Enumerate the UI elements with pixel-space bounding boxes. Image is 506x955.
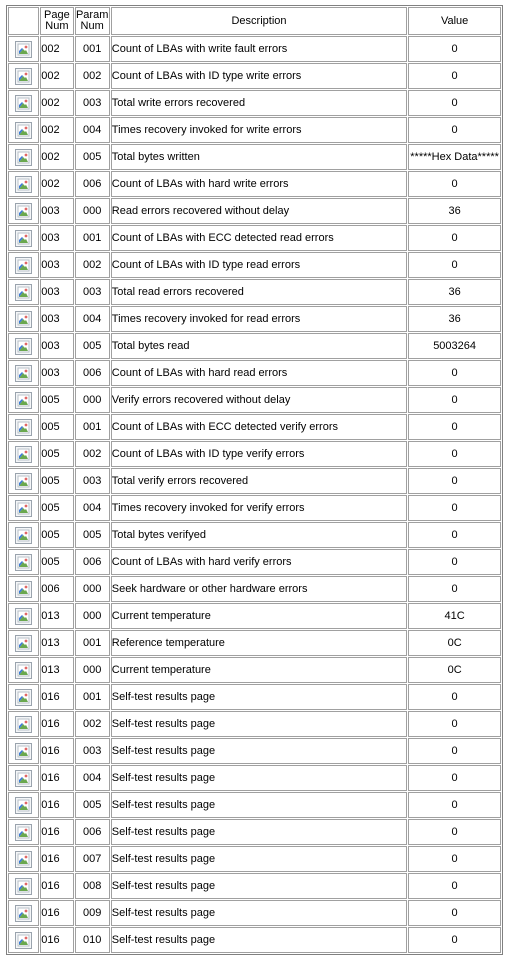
param-num-cell: 003 [75, 90, 110, 116]
description-cell: Self-test results page [111, 873, 407, 899]
param-num-cell: 002 [75, 711, 110, 737]
value-cell: 0 [408, 927, 501, 953]
page-num-cell: 016 [40, 765, 73, 791]
row-icon-cell [8, 171, 39, 197]
value-cell: 0 [408, 549, 501, 575]
param-num-cell: 010 [75, 927, 110, 953]
broken-image-icon [15, 500, 32, 517]
broken-image-icon [15, 149, 32, 166]
value-cell: 36 [408, 198, 501, 224]
row-icon-cell [8, 576, 39, 602]
page-num-cell: 005 [40, 549, 73, 575]
param-num-cell: 005 [75, 522, 110, 548]
broken-image-icon [15, 635, 32, 652]
row-icon-cell [8, 603, 39, 629]
row-icon-cell [8, 630, 39, 656]
table-row [8, 360, 501, 386]
param-num-cell: 005 [75, 792, 110, 818]
table-row [8, 441, 501, 467]
broken-image-icon [15, 851, 32, 868]
page-num-cell: 006 [40, 576, 73, 602]
header-page-num-line2: Num [45, 20, 69, 32]
table-row [8, 873, 501, 899]
value-cell: 0 [408, 90, 501, 116]
table-row [8, 63, 501, 89]
broken-image-icon [15, 770, 32, 787]
value-cell: 0C [408, 657, 501, 683]
value-cell: 0 [408, 225, 501, 251]
broken-image-icon [15, 581, 32, 598]
broken-image-icon [15, 392, 32, 409]
header-page-num-line1: Page [44, 9, 70, 21]
row-icon-cell [8, 63, 39, 89]
page-num-cell: 003 [40, 306, 73, 332]
table-row [8, 198, 501, 224]
table-row [8, 36, 501, 62]
row-icon-cell [8, 117, 39, 143]
value-cell: 0 [408, 441, 501, 467]
broken-image-icon [15, 257, 32, 274]
value-cell: 0 [408, 846, 501, 872]
param-num-cell: 003 [75, 279, 110, 305]
param-num-cell: 001 [75, 225, 110, 251]
table-row [8, 927, 501, 953]
page-num-cell: 002 [40, 171, 73, 197]
page-num-cell: 003 [40, 333, 73, 359]
param-num-cell: 004 [75, 306, 110, 332]
param-num-cell: 001 [75, 684, 110, 710]
row-icon-cell [8, 522, 39, 548]
broken-image-icon [15, 365, 32, 382]
value-cell: 0 [408, 468, 501, 494]
description-cell: Read errors recovered without delay [111, 198, 407, 224]
table-row [8, 846, 501, 872]
table-row [8, 171, 501, 197]
table-row [8, 738, 501, 764]
description-cell: Self-test results page [111, 900, 407, 926]
table-row [8, 684, 501, 710]
page-num-cell: 005 [40, 387, 73, 413]
broken-image-icon [15, 446, 32, 463]
page-num-cell: 016 [40, 711, 73, 737]
broken-image-icon [15, 68, 32, 85]
param-num-cell: 004 [75, 495, 110, 521]
table-row [8, 333, 501, 359]
broken-image-icon [15, 419, 32, 436]
page-num-cell: 013 [40, 630, 73, 656]
broken-image-icon [15, 932, 32, 949]
page-num-cell: 002 [40, 117, 73, 143]
row-icon-cell [8, 792, 39, 818]
value-cell: 0 [408, 576, 501, 602]
broken-image-icon [15, 689, 32, 706]
description-cell: Self-test results page [111, 738, 407, 764]
row-icon-cell [8, 846, 39, 872]
value-cell: 0 [408, 873, 501, 899]
value-cell: 41C [408, 603, 501, 629]
page-num-cell: 003 [40, 252, 73, 278]
broken-image-icon [15, 824, 32, 841]
table-row [8, 90, 501, 116]
param-num-cell: 004 [75, 765, 110, 791]
value-cell: 0 [408, 252, 501, 278]
broken-image-icon [15, 554, 32, 571]
description-cell: Total read errors recovered [111, 279, 407, 305]
table-row [8, 117, 501, 143]
description-cell: Self-test results page [111, 765, 407, 791]
param-num-cell: 002 [75, 63, 110, 89]
param-num-cell: 006 [75, 360, 110, 386]
description-cell: Times recovery invoked for read errors [111, 306, 407, 332]
param-num-cell: 006 [75, 549, 110, 575]
param-num-cell: 000 [75, 603, 110, 629]
table-row [8, 792, 501, 818]
table-row [8, 387, 501, 413]
description-cell: Current temperature [111, 603, 407, 629]
param-num-cell: 005 [75, 144, 110, 170]
broken-image-icon [15, 338, 32, 355]
page-num-cell: 002 [40, 36, 73, 62]
broken-image-icon [15, 878, 32, 895]
page-num-cell: 005 [40, 414, 73, 440]
description-cell: Self-test results page [111, 927, 407, 953]
param-num-cell: 007 [75, 846, 110, 872]
row-icon-cell [8, 468, 39, 494]
row-icon-cell [8, 549, 39, 575]
row-icon-cell [8, 765, 39, 791]
value-cell: 0 [408, 360, 501, 386]
param-num-cell: 002 [75, 252, 110, 278]
description-cell: Verify errors recovered without delay [111, 387, 407, 413]
param-num-cell: 001 [75, 414, 110, 440]
broken-image-icon [15, 797, 32, 814]
row-icon-cell [8, 657, 39, 683]
value-cell: 0 [408, 765, 501, 791]
page-num-cell: 002 [40, 90, 73, 116]
table-row [8, 144, 501, 170]
description-cell: Total bytes written [111, 144, 407, 170]
row-icon-cell [8, 900, 39, 926]
page-num-cell: 005 [40, 522, 73, 548]
table-row [8, 900, 501, 926]
param-num-cell: 004 [75, 117, 110, 143]
page-num-cell: 016 [40, 927, 73, 953]
value-cell: *****Hex Data***** [408, 144, 501, 170]
broken-image-icon [15, 608, 32, 625]
description-cell: Count of LBAs with ID type read errors [111, 252, 407, 278]
description-cell: Count of LBAs with write fault errors [111, 36, 407, 62]
broken-image-icon [15, 284, 32, 301]
table-row [8, 306, 501, 332]
row-icon-cell [8, 225, 39, 251]
param-num-cell: 001 [75, 630, 110, 656]
table-row [8, 549, 501, 575]
table-row [8, 279, 501, 305]
table-row [8, 522, 501, 548]
row-icon-cell [8, 36, 39, 62]
description-cell: Count of LBAs with ECC detected verify errors [111, 414, 407, 440]
page-num-cell: 013 [40, 657, 73, 683]
description-cell: Current temperature [111, 657, 407, 683]
value-cell: 5003264 [408, 333, 501, 359]
header-param-num-line1: Param [75, 9, 109, 21]
table-row [8, 468, 501, 494]
page-num-cell: 016 [40, 900, 73, 926]
page-num-cell: 003 [40, 198, 73, 224]
value-cell: 0 [408, 414, 501, 440]
description-cell: Self-test results page [111, 711, 407, 737]
value-cell: 0 [408, 63, 501, 89]
param-num-cell: 009 [75, 900, 110, 926]
description-cell: Count of LBAs with ID type write errors [111, 63, 407, 89]
row-icon-cell [8, 387, 39, 413]
page-num-cell: 016 [40, 738, 73, 764]
description-cell: Count of LBAs with hard verify errors [111, 549, 407, 575]
description-cell: Count of LBAs with ID type verify errors [111, 441, 407, 467]
row-icon-cell [8, 306, 39, 332]
page-num-cell: 003 [40, 360, 73, 386]
broken-image-icon [15, 203, 32, 220]
description-cell: Self-test results page [111, 792, 407, 818]
description-cell: Total write errors recovered [111, 90, 407, 116]
page-num-cell: 005 [40, 495, 73, 521]
broken-image-icon [15, 95, 32, 112]
row-icon-cell [8, 495, 39, 521]
header-value: Value [408, 7, 501, 35]
header-description: Description [111, 7, 407, 35]
page-num-cell: 016 [40, 846, 73, 872]
row-icon-cell [8, 198, 39, 224]
param-num-cell: 000 [75, 576, 110, 602]
broken-image-icon [15, 743, 32, 760]
broken-image-icon [15, 527, 32, 544]
description-cell: Times recovery invoked for verify errors [111, 495, 407, 521]
row-icon-cell [8, 360, 39, 386]
broken-image-icon [15, 122, 32, 139]
page-num-cell: 002 [40, 63, 73, 89]
table-row [8, 252, 501, 278]
broken-image-icon [15, 230, 32, 247]
broken-image-icon [15, 176, 32, 193]
value-cell: 0 [408, 684, 501, 710]
description-cell: Total verify errors recovered [111, 468, 407, 494]
log-parameters-table [6, 5, 503, 955]
header-param-num-line2: Num [80, 20, 104, 32]
param-num-cell: 008 [75, 873, 110, 899]
log-page-container [6, 5, 503, 955]
param-num-cell: 006 [75, 171, 110, 197]
table-row [8, 765, 501, 791]
header-page-num [40, 7, 73, 35]
page-num-cell: 005 [40, 441, 73, 467]
row-icon-cell [8, 873, 39, 899]
table-row [8, 711, 501, 737]
description-cell: Seek hardware or other hardware errors [111, 576, 407, 602]
row-icon-cell [8, 819, 39, 845]
value-cell: 0 [408, 900, 501, 926]
page-num-cell: 013 [40, 603, 73, 629]
value-cell: 0 [408, 711, 501, 737]
page-num-cell: 016 [40, 792, 73, 818]
broken-image-icon [15, 716, 32, 733]
broken-image-icon [15, 41, 32, 58]
page-num-cell: 002 [40, 144, 73, 170]
table-row [8, 414, 501, 440]
row-icon-cell [8, 711, 39, 737]
param-num-cell: 006 [75, 819, 110, 845]
param-num-cell: 000 [75, 657, 110, 683]
row-icon-cell [8, 441, 39, 467]
param-num-cell: 005 [75, 333, 110, 359]
param-num-cell: 000 [75, 387, 110, 413]
description-cell: Times recovery invoked for write errors [111, 117, 407, 143]
table-row [8, 657, 501, 683]
table-row [8, 495, 501, 521]
value-cell: 0C [408, 630, 501, 656]
param-num-cell: 000 [75, 198, 110, 224]
page-num-cell: 016 [40, 873, 73, 899]
description-cell: Self-test results page [111, 819, 407, 845]
value-cell: 0 [408, 387, 501, 413]
broken-image-icon [15, 905, 32, 922]
value-cell: 0 [408, 819, 501, 845]
description-cell: Count of LBAs with hard read errors [111, 360, 407, 386]
value-cell: 0 [408, 117, 501, 143]
value-cell: 0 [408, 738, 501, 764]
broken-image-icon [15, 311, 32, 328]
param-num-cell: 003 [75, 738, 110, 764]
value-cell: 0 [408, 36, 501, 62]
value-cell: 36 [408, 306, 501, 332]
description-cell: Self-test results page [111, 684, 407, 710]
description-cell: Total bytes read [111, 333, 407, 359]
page-num-cell: 005 [40, 468, 73, 494]
row-icon-cell [8, 927, 39, 953]
table-header-row [8, 7, 501, 35]
table-row [8, 225, 501, 251]
row-icon-cell [8, 144, 39, 170]
value-cell: 0 [408, 495, 501, 521]
value-cell: 36 [408, 279, 501, 305]
value-cell: 0 [408, 522, 501, 548]
description-cell: Total bytes verifyed [111, 522, 407, 548]
value-cell: 0 [408, 792, 501, 818]
description-cell: Count of LBAs with hard write errors [111, 171, 407, 197]
row-icon-cell [8, 414, 39, 440]
table-row [8, 576, 501, 602]
row-icon-cell [8, 279, 39, 305]
row-icon-cell [8, 333, 39, 359]
description-cell: Self-test results page [111, 846, 407, 872]
header-param-num [75, 7, 110, 35]
header-icon [8, 7, 39, 35]
row-icon-cell [8, 90, 39, 116]
broken-image-icon [15, 662, 32, 679]
page-num-cell: 016 [40, 819, 73, 845]
param-num-cell: 001 [75, 36, 110, 62]
page-num-cell: 016 [40, 684, 73, 710]
value-cell: 0 [408, 171, 501, 197]
row-icon-cell [8, 738, 39, 764]
row-icon-cell [8, 252, 39, 278]
broken-image-icon [15, 473, 32, 490]
table-row [8, 630, 501, 656]
table-row [8, 603, 501, 629]
param-num-cell: 002 [75, 441, 110, 467]
row-icon-cell [8, 684, 39, 710]
page-num-cell: 003 [40, 279, 73, 305]
page-num-cell: 003 [40, 225, 73, 251]
description-cell: Count of LBAs with ECC detected read errors [111, 225, 407, 251]
param-num-cell: 003 [75, 468, 110, 494]
table-row [8, 819, 501, 845]
description-cell: Reference temperature [111, 630, 407, 656]
